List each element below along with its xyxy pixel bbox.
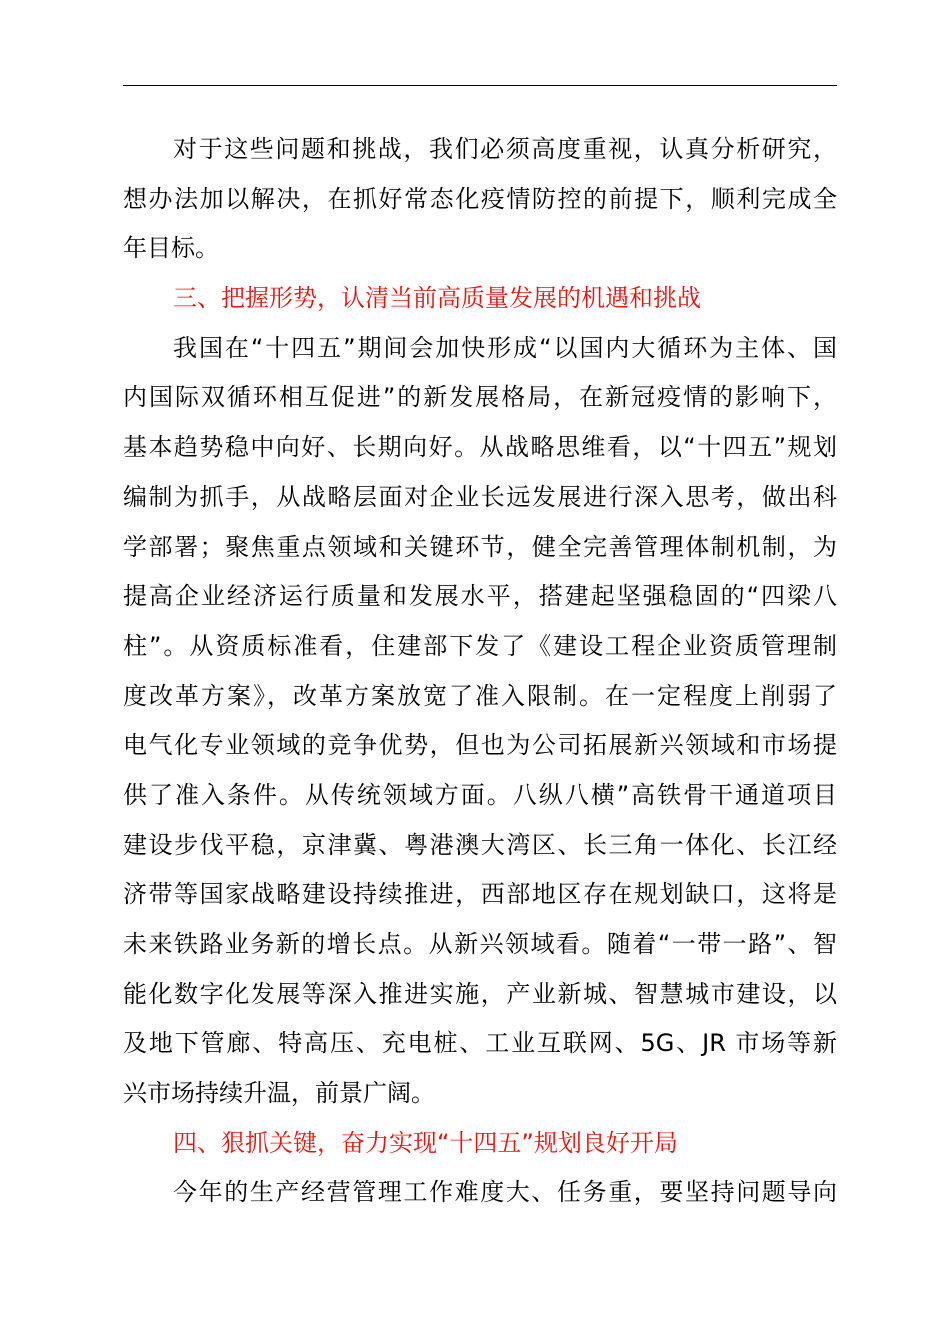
text-line: 及地下管廊、特高压、充电桩、工业互联网、5G、JR 市场等新 [123, 1029, 837, 1058]
text-line: 电气化专业领域的竞争优势，但也为公司拓展新兴领域和市场提 [123, 731, 837, 760]
text-line: 建设步伐平稳，京津冀、粤港澳大湾区、长三角一体化、长江经 [123, 830, 837, 859]
section-heading-4 [123, 1119, 837, 1169]
header-rule [123, 85, 837, 86]
text-line: 提高企业经济运行质量和发展水平，搭建起坚强稳固的“四梁八 [123, 582, 837, 611]
text-line: 度改革方案》，改革方案放宽了准入限制。在一定程度上削弱了 [123, 681, 837, 710]
text-line: 供了准入条件。从传统领域方面。八纵八横”高铁骨干通道项目 [123, 780, 837, 809]
text-line: 基本趋势稳中向好、长期向好。从战略思维看，以“十四五”规划 [123, 433, 837, 462]
text-line: 年目标。 [123, 234, 219, 263]
section-heading-3 [123, 274, 837, 324]
text-line: 兴市场持续升温，前景广阔。 [123, 1079, 435, 1108]
paragraph [123, 125, 837, 274]
paragraph [123, 324, 837, 1119]
text-line: 内国际双循环相互促进”的新发展格局，在新冠疫情的影响下， [123, 383, 837, 412]
text-line: 未来铁路业务新的增长点。从新兴领域看。随着“一带一路”、智 [123, 930, 837, 958]
text-line: 想办法加以解决，在抓好常态化疫情防控的前提下，顺利完成全 [123, 184, 837, 213]
text-line: 能化数字化发展等深入推进实施，产业新城、智慧城市建设，以 [123, 979, 837, 1008]
document-body [123, 125, 837, 1218]
heading-text: 三、把握形势，认清当前高质量发展的机遇和挑战 [173, 284, 701, 313]
text-line: 编制为抓手，从战略层面对企业长远发展进行深入思考，做出科 [123, 482, 837, 511]
text-line: 柱”。从资质标准看，住建部下发了《建设工程企业资质管理制 [123, 631, 837, 660]
heading-text: 四、狠抓关键，奋力实现“十四五”规划良好开局 [173, 1128, 678, 1157]
paragraph [123, 1168, 837, 1218]
text-line: 对于这些问题和挑战，我们必须高度重视，认真分析研究， [173, 135, 837, 163]
text-line: 我国在“十四五”期间会加快形成“以国内大循环为主体、国 [173, 333, 837, 362]
text-line: 今年的生产经营管理工作难度大、任务重，要坚持问题导向 [173, 1178, 837, 1207]
text-line: 济带等国家战略建设持续推进，西部地区存在规划缺口，这将是 [123, 880, 837, 909]
text-line: 学部署；聚焦重点领域和关键环节，健全完善管理体制机制，为 [123, 532, 837, 561]
